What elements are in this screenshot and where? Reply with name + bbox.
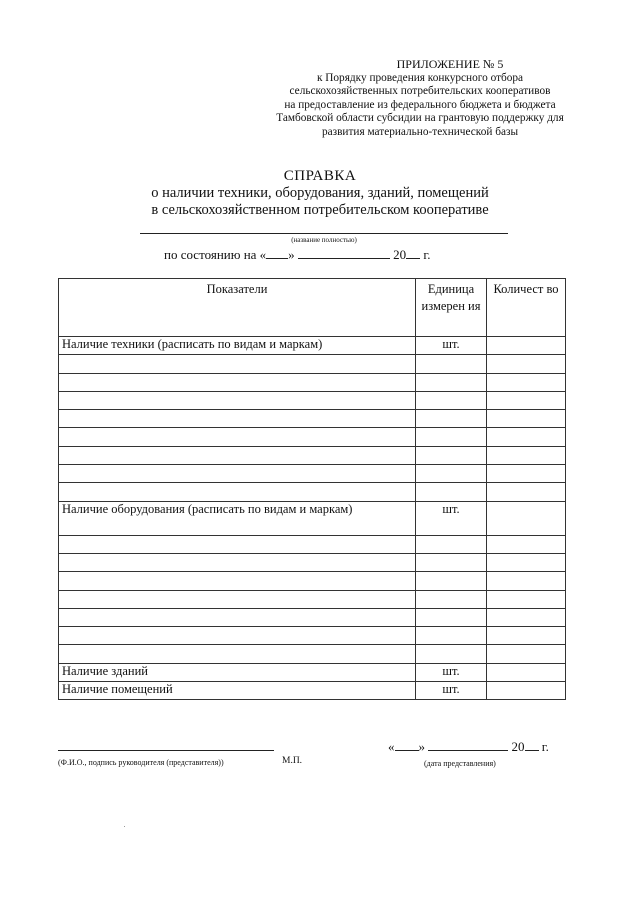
inventory-table	[58, 278, 566, 700]
row-unit: шт.	[416, 682, 487, 700]
empty-cell	[59, 483, 416, 501]
table-row	[59, 608, 566, 626]
empty-cell	[416, 428, 487, 446]
table-row	[59, 391, 566, 409]
empty-cell	[487, 428, 566, 446]
date-hint: (дата представления)	[424, 759, 496, 768]
signature-line	[58, 750, 274, 751]
row-label: Наличие зданий	[59, 663, 416, 681]
table-row	[59, 373, 566, 391]
row-label: Наличие помещений	[59, 682, 416, 700]
empty-cell	[416, 645, 487, 663]
table-row	[59, 535, 566, 553]
month-blank	[428, 738, 508, 751]
empty-cell	[59, 428, 416, 446]
empty-cell	[416, 446, 487, 464]
empty-cell	[59, 553, 416, 571]
empty-cell	[416, 483, 487, 501]
empty-cell	[59, 627, 416, 645]
empty-cell	[416, 572, 487, 590]
empty-cell	[59, 608, 416, 626]
empty-cell	[59, 446, 416, 464]
empty-cell	[416, 355, 487, 373]
table-row-buildings	[59, 663, 566, 681]
table-row-premises	[59, 682, 566, 700]
table-row	[59, 590, 566, 608]
empty-cell	[487, 391, 566, 409]
empty-cell	[416, 535, 487, 553]
document-subtitle-2: в сельскохозяйственном потребительском кооперативе	[151, 202, 489, 218]
empty-cell	[487, 627, 566, 645]
as-of-suffix: г.	[423, 247, 431, 262]
empty-cell	[59, 410, 416, 428]
month-blank	[298, 246, 390, 259]
year-blank	[525, 738, 539, 751]
empty-cell	[487, 535, 566, 553]
empty-cell	[487, 465, 566, 483]
document-subtitle-1: о наличии техники, оборудования, зданий, помещений	[151, 185, 489, 201]
signature-hint: (Ф.И.О., подпись руководителя (представителя))	[58, 758, 224, 767]
empty-cell	[59, 572, 416, 590]
empty-cell	[59, 645, 416, 663]
header-quantity: Количест во	[487, 279, 566, 337]
table-row-equipment	[59, 501, 566, 535]
row-label: Наличие оборудования (расписать по видам и маркам)	[59, 501, 416, 535]
table-header-row	[59, 279, 566, 337]
table-row	[59, 355, 566, 373]
empty-cell	[59, 465, 416, 483]
table-row	[59, 627, 566, 645]
empty-cell	[416, 627, 487, 645]
appendix-line: развития материально-технической базы	[321, 125, 519, 138]
empty-cell	[487, 590, 566, 608]
table-row	[59, 465, 566, 483]
row-quantity	[487, 501, 566, 535]
document-title: СПРАВКА	[283, 168, 357, 184]
day-blank	[395, 738, 419, 751]
empty-cell	[416, 373, 487, 391]
year-blank	[406, 246, 420, 259]
table-row	[59, 446, 566, 464]
row-unit: шт.	[416, 663, 487, 681]
document-heading	[80, 168, 560, 219]
stamp-place-label: М.П.	[282, 756, 303, 766]
date-suffix: г.	[541, 739, 549, 754]
appendix-line: Тамбовской области субсидии на грантовую поддержку для	[276, 112, 564, 125]
table-row	[59, 645, 566, 663]
appendix-title: ПРИЛОЖЕНИЕ № 5	[396, 57, 504, 71]
empty-cell	[487, 553, 566, 571]
empty-cell	[59, 590, 416, 608]
row-quantity	[487, 682, 566, 700]
as-of-close-quote: »	[288, 247, 295, 262]
empty-cell	[487, 645, 566, 663]
submission-date	[388, 738, 549, 755]
empty-cell	[487, 608, 566, 626]
date-close-quote: »	[418, 739, 425, 754]
cooperative-name-hint: (название полностью)	[291, 236, 357, 244]
row-unit: шт.	[416, 337, 487, 355]
empty-cell	[59, 391, 416, 409]
row-quantity	[487, 337, 566, 355]
table-row	[59, 428, 566, 446]
date-year: 20	[511, 739, 525, 754]
appendix-block	[250, 58, 590, 140]
empty-cell	[59, 355, 416, 373]
table-row	[59, 483, 566, 501]
as-of-year: 20	[393, 247, 407, 262]
appendix-line: на предоставление из федерального бюджета и бюджета	[284, 98, 556, 111]
day-blank	[266, 246, 288, 259]
empty-cell	[416, 391, 487, 409]
empty-cell	[416, 465, 487, 483]
row-label: Наличие техники (расписать по видам и маркам)	[59, 337, 416, 355]
scan-speck	[124, 826, 125, 827]
empty-cell	[487, 410, 566, 428]
table-row	[59, 553, 566, 571]
appendix-line: сельскохозяйственных потребительских кооперативов	[289, 85, 551, 98]
table-row-machinery	[59, 337, 566, 355]
as-of-date	[164, 246, 431, 263]
empty-cell	[487, 483, 566, 501]
empty-cell	[416, 590, 487, 608]
as-of-prefix: по состоянию на «	[164, 247, 267, 262]
empty-cell	[487, 446, 566, 464]
table-row	[59, 572, 566, 590]
table-row	[59, 410, 566, 428]
empty-cell	[487, 572, 566, 590]
empty-cell	[416, 608, 487, 626]
empty-cell	[416, 410, 487, 428]
row-unit: шт.	[416, 501, 487, 535]
empty-cell	[416, 553, 487, 571]
header-indicators: Показатели	[59, 279, 416, 337]
empty-cell	[59, 373, 416, 391]
header-unit: Единица измерен ия	[416, 279, 487, 337]
date-open-quote: «	[388, 739, 395, 754]
cooperative-name-line	[140, 233, 508, 234]
empty-cell	[487, 373, 566, 391]
empty-cell	[487, 355, 566, 373]
row-quantity	[487, 663, 566, 681]
appendix-line: к Порядку проведения конкурсного отбора	[316, 71, 524, 84]
empty-cell	[59, 535, 416, 553]
